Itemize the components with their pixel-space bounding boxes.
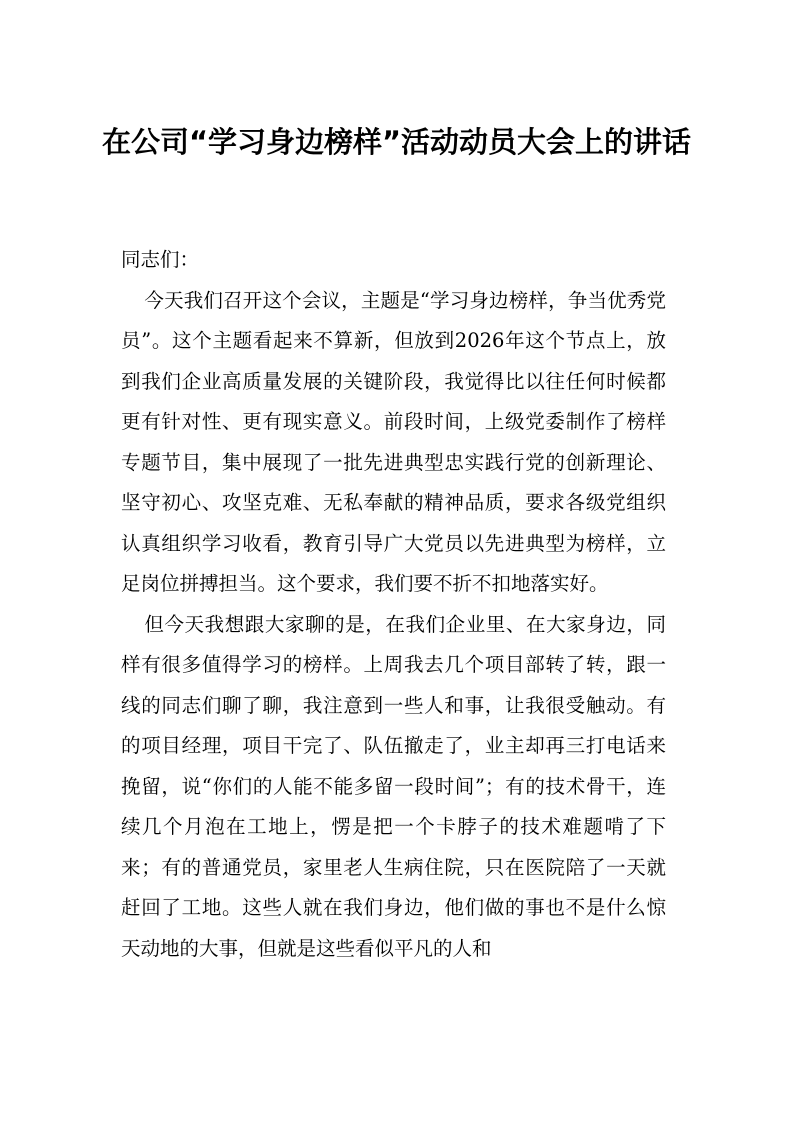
salutation: 同志们：	[121, 248, 200, 271]
paragraph-1: 今天我们召开这个会议，主题是“学习身边榜样，争当优秀党员”。这个主题看起来不算新，但放到2026年这个节点上，放到我们企业高质量发展的关键阶段，我觉得比以往任何时候都更有针对性、更有现实意义。前段时间，上级党委制作了榜样专题节目，集中展现了一批先进典型忠实践行党的创新理论、坚守初心、攻坚克难、无私奉献的精神品质，要求各级党组织认真组织学习收看，教育引导广大党员以先进典型为榜样，立足岗位拼搏担当。这个要求，我们要不折不扣地落实好。	[121, 288, 666, 595]
paragraph-2: 但今天我想跟大家聊的是，在我们企业里、在大家身边，同样有很多值得学习的榜样。上周我去几个项目部转了转，跟一线的同志们聊了聊，我注意到一些人和事，让我很受触动。有的项目经理，项目干完了、队伍撤走了，业主却再三打电话来挽留，说“你们的人能不能多留一段时间”；有的技术骨干，连续几个月泡在工地上，愣是把一个卡脖子的技术难题啃了下来；有的普通党员，家里老人生病住院，只在医院陪了一天就赶回了工地。这些人就在我们身边，他们做的事也不是什么惊天动地的大事，但就是这些看似平凡的人和	[121, 612, 666, 960]
document-body	[121, 240, 666, 969]
document-title: 在公司“学习身边榜样”活动动员大会上的讲话	[101, 125, 692, 159]
